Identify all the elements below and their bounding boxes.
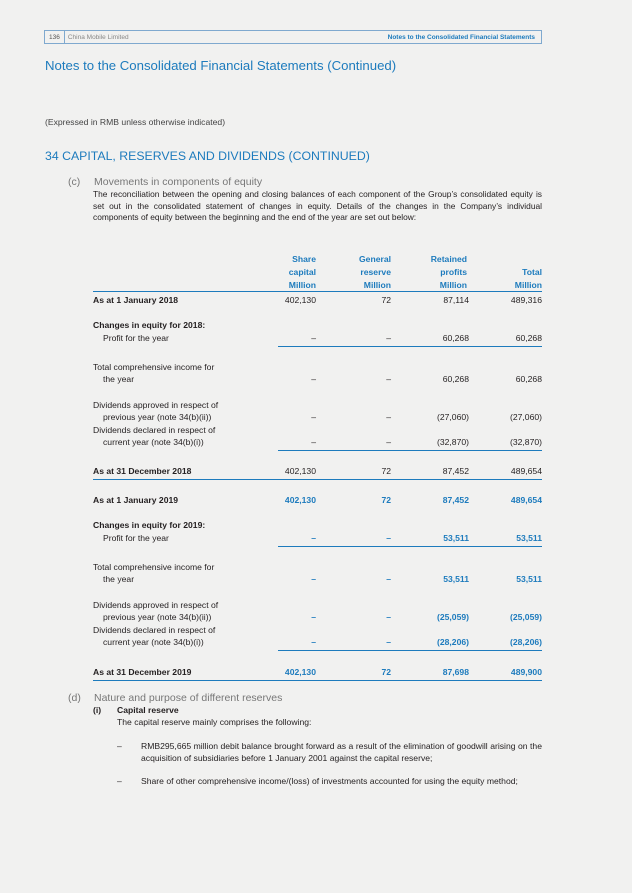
table-row: previous year (note 34(b)(ii)) – – (27,060) (27,060) <box>103 412 542 422</box>
page-number: 136 <box>45 31 65 43</box>
table-row: the year – – 53,511 53,511 <box>103 574 542 584</box>
table-row-label: Dividends declared in respect of <box>93 625 216 635</box>
table-row: As at 31 December 2019 402,130 72 87,698 489,900 <box>93 667 542 677</box>
table-row: Profit for the year – – 60,268 60,268 <box>103 333 542 343</box>
bullet-item: Share of other comprehensive income/(loss) of investments accounted for using the equity method; <box>141 776 518 786</box>
subsection-c-paragraph: The reconciliation between the opening and closing balances of each component of the Group’s consolidated equity is set out in the consolidated statement of changes in equity. Details of the changes in the Company’s individual components of equity between the beginning and the end of the year are set out below: <box>93 189 542 223</box>
table-row-label: Dividends approved in respect of <box>93 600 219 610</box>
col-header-total: Total Million <box>514 266 542 290</box>
table-row: current year (note 34(b)(i)) – – (32,870) (32,870) <box>103 437 542 447</box>
table-row: Profit for the year – – 53,511 53,511 <box>103 533 542 543</box>
table-row: the year – – 60,268 60,268 <box>103 374 542 384</box>
col-header-retained-profits: Retained profits Million <box>430 254 467 290</box>
table-row: previous year (note 34(b)(ii)) – – (25,059) (25,059) <box>103 612 542 622</box>
expressed-note: (Expressed in RMB unless otherwise indicated) <box>45 117 226 127</box>
bullet-dash: – <box>117 776 122 786</box>
table-row: current year (note 34(b)(i)) – – (28,206) (28,206) <box>103 637 542 647</box>
closing-rule <box>93 680 542 681</box>
subsection-c-title: Movements in components of equity <box>94 176 263 188</box>
row-rule <box>278 346 542 347</box>
table-row-label: Total comprehensive income for <box>93 562 215 572</box>
row-rule <box>278 450 542 451</box>
header-rule <box>93 291 542 292</box>
table-row-label: Dividends approved in respect of <box>93 400 219 410</box>
table-row: As at 1 January 2019 402,130 72 87,452 489,654 <box>93 495 542 505</box>
capital-reserve-intro: The capital reserve mainly comprises the following: <box>117 717 312 727</box>
changes-label-2019: Changes in equity for 2019: <box>93 520 206 530</box>
capital-reserve-title: Capital reserve <box>117 705 179 715</box>
changes-label-2018: Changes in equity for 2018: <box>93 320 206 330</box>
page-title: Notes to the Consolidated Financial Statements (Continued) <box>45 58 397 73</box>
row-rule <box>278 546 542 547</box>
subsection-d-title: Nature and purpose of different reserves <box>94 692 283 704</box>
subsection-c-letter: (c) <box>68 176 81 188</box>
col-header-general-reserve: General reserve Million <box>358 254 391 290</box>
subsection-d-letter: (d) <box>68 692 81 704</box>
capital-reserve-number: (i) <box>93 705 102 715</box>
bullet-item: RMB295,665 million debit balance brought forward as a result of the elimination of goodwill arising on the acquisition of subsidiaries before 1 January 2001 against the capital reserve; <box>141 741 542 763</box>
subsection-d-heading <box>68 692 282 704</box>
bullet-dash: – <box>117 741 122 751</box>
page-header <box>44 30 542 44</box>
closing-rule <box>93 479 542 480</box>
header-section: Notes to the Consolidated Financial Statements <box>387 33 535 41</box>
col-header-share-capital: Share capital Million <box>288 254 316 290</box>
table-row-label: Dividends declared in respect of <box>93 425 216 435</box>
row-rule <box>278 650 542 651</box>
company-name: China Mobile Limited <box>67 33 129 41</box>
subsection-c-heading <box>68 176 262 188</box>
table-row: As at 1 January 2018 402,130 72 87,114 489,316 <box>93 295 542 305</box>
table-row-label: Total comprehensive income for <box>93 362 215 372</box>
section-heading: 34 CAPITAL, RESERVES AND DIVIDENDS (CONTINUED) <box>45 149 370 163</box>
table-row: As at 31 December 2018 402,130 72 87,452 489,654 <box>93 466 542 476</box>
